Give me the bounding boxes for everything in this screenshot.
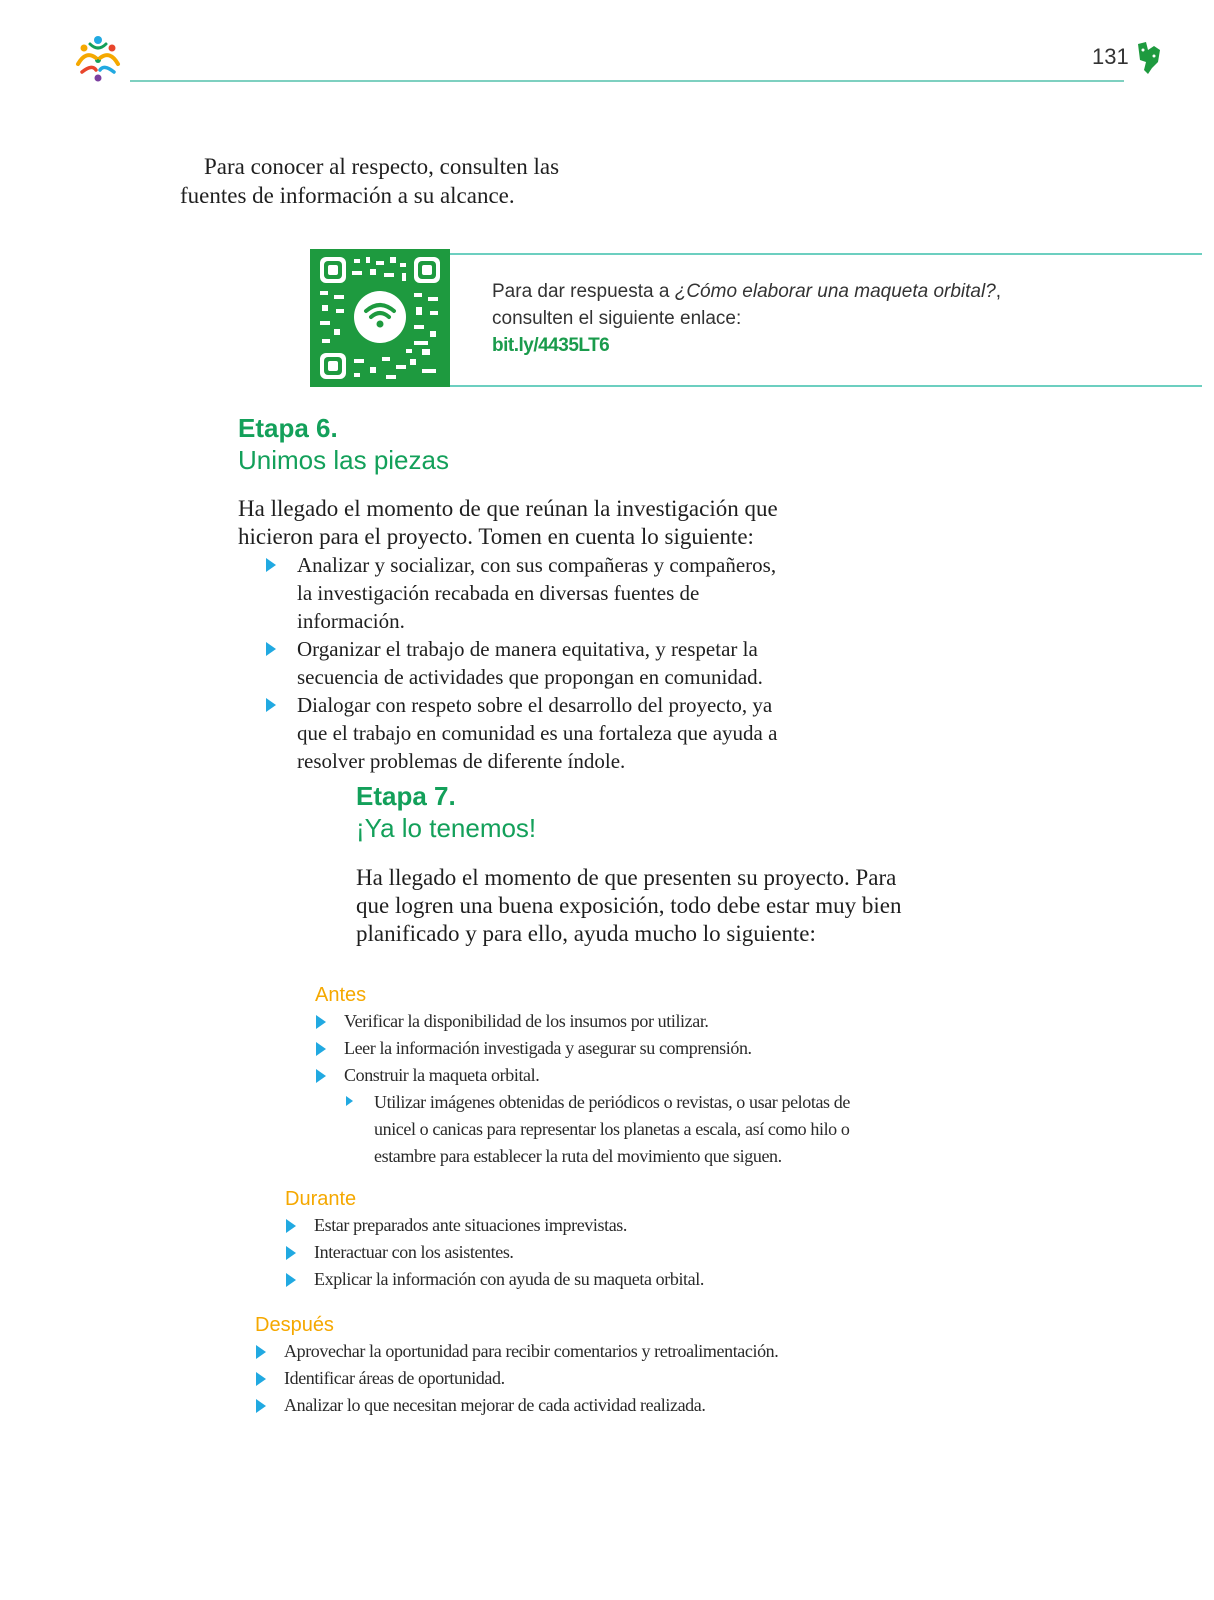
qr-box-text [492,278,1112,359]
qr-text-question: ¿Cómo elaborar una maqueta orbital? [674,281,996,302]
list-item: Dialogar con respeto sobre el desarrollo del proyecto, ya que el trabajo en comunidad es una fortaleza que ayuda a resolver problemas de diferente índole. [266,691,796,775]
list-item: Identificar áreas de oportunidad. [256,1365,876,1392]
list-item: Verificar la disponibilidad de los insumos por utilizar. [316,1008,876,1035]
despues-heading: Después [255,1314,334,1336]
bullet-arrow-icon [316,1069,326,1083]
bullet-arrow-icon [256,1372,266,1386]
antes-sublist [346,1089,876,1170]
qr-code-icon[interactable] [310,249,450,387]
stage7-subtitle: ¡Ya lo tenemos! [356,813,537,843]
page-number: 131 [1092,44,1129,69]
stage6-intro: Ha llegado el momento de que reúnan la investigación que hicieron para el proyecto. Tomen en cuenta lo siguiente: [238,496,778,549]
bullet-arrow-icon [256,1399,266,1413]
bullet-arrow-icon [286,1219,296,1233]
bullet-arrow-icon [266,698,276,712]
bullet-arrow-icon [256,1345,266,1359]
bullet-arrow-icon [266,558,276,572]
qr-text-line1-post: , [995,281,1002,302]
list-item: Organizar el trabajo de manera equitativa, y respetar la secuencia de actividades que propongan en comunidad. [266,635,796,691]
green-figure-icon [1134,40,1162,76]
list-item: Analizar lo que necesitan mejorar de cada actividad realizada. [256,1392,876,1419]
community-people-logo-icon [72,34,124,84]
stage6-title: Etapa 6. [238,413,338,443]
list-item: Interactuar con los asistentes. [286,1239,846,1266]
despues-list [256,1338,876,1419]
bullet-arrow-icon [266,642,276,656]
stage6-list [266,551,796,775]
intro-paragraph: Para conocer al respecto, consulten las fuentes de información a su alcance. [180,154,560,208]
list-item: Analizar y socializar, con sus compañeras y compañeros, la investigación recabada en diversas fuentes de información. [266,551,796,635]
bullet-arrow-icon [346,1096,353,1106]
stage6-heading [238,412,449,476]
stage7-intro: Ha llegado el momento de que presenten su proyecto. Para que logren una buena exposición, todo debe estar muy bien planificado y para ello, ayuda mucho lo siguiente: [356,865,902,946]
resource-link[interactable]: bit.ly/4435LT6 [492,335,610,356]
durante-list [286,1212,846,1293]
stage7-title: Etapa 7. [356,781,456,811]
qr-text-line1-pre: Para dar respuesta a [492,281,675,302]
antes-heading: Antes [315,984,367,1006]
bullet-arrow-icon [316,1015,326,1029]
qr-box-bottom-rule [450,385,1202,387]
list-item: Explicar la información con ayuda de su maqueta orbital. [286,1266,846,1293]
bullet-arrow-icon [286,1246,296,1260]
bullet-arrow-icon [286,1273,296,1287]
stage6-subtitle: Unimos las piezas [238,445,449,475]
stage7-heading [356,780,536,844]
list-item: Utilizar imágenes obtenidas de periódicos o revistas, o usar pelotas de unicel o canicas para representar los planetas a escala, así como hilo o estambre para establecer la ruta del movimiento que siguen. [346,1089,876,1170]
qr-text-line2: consulten el siguiente enlace: [492,308,742,329]
list-item: Aprovechar la oportunidad para recibir comentarios y retroalimentación. [256,1338,876,1365]
list-item: Estar preparados ante situaciones imprevistas. [286,1212,846,1239]
header-rule [130,80,1124,82]
qr-box-top-rule [450,253,1202,255]
durante-heading: Durante [285,1188,357,1210]
antes-list [316,1008,876,1089]
bullet-arrow-icon [316,1042,326,1056]
list-item: Construir la maqueta orbital. [316,1062,876,1089]
list-item: Leer la información investigada y asegurar su comprensión. [316,1035,876,1062]
